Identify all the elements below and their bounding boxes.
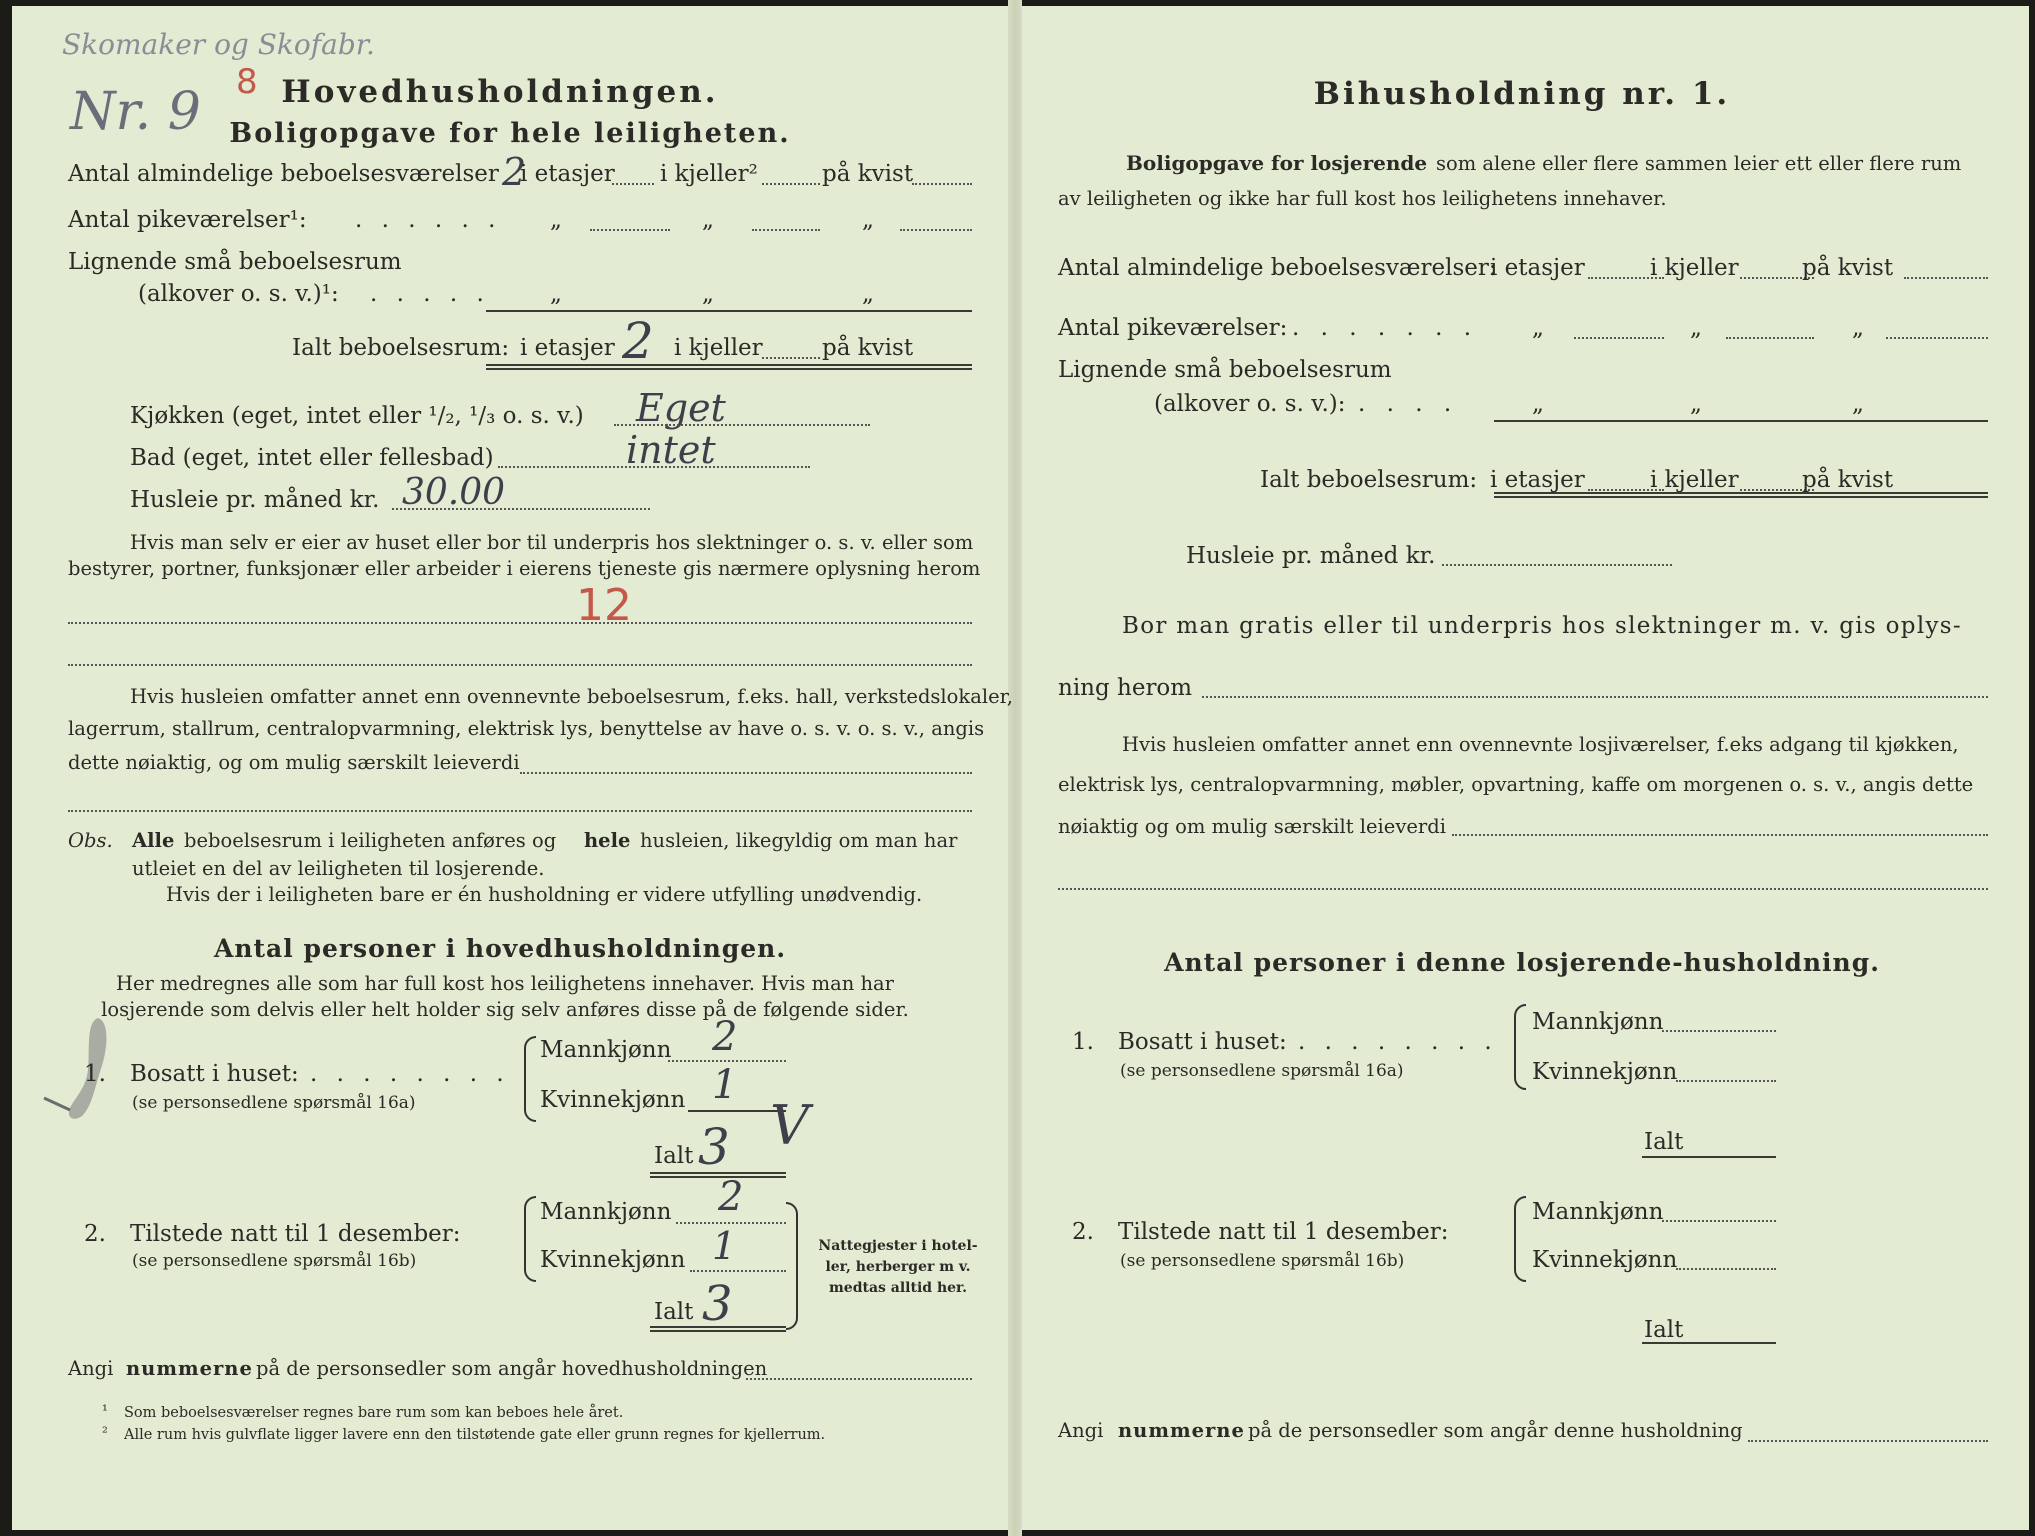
alcoves-sum-line [486,310,972,312]
lodger-q2-male-label: Mannkjønn [1532,1199,1664,1225]
lodger-rent-label: Husleie pr. måned kr. [1186,543,1436,569]
lodger-alcove-ditto-2: „ [1690,391,1702,417]
alcoves-dots: . . . . . [370,281,490,307]
lodger-title: Bihusholdning nr. 1. [1313,76,1731,112]
lodger-q1-number: 1. [1072,1029,1094,1055]
maid-rooms-label: Antal pikeværelser¹: [68,207,307,233]
total-double-line-2 [486,368,972,370]
owner-blank-1 [68,622,972,624]
obs-text-b: husleien, likegyldig om man har [640,829,958,852]
extras-text-line-3: dette nøiaktig, og om mulig særskilt leieverdi [68,751,520,774]
maid-ditto-1: „ [550,207,562,233]
q2-female-label: Kvinnekjønn [540,1247,686,1273]
lodger-maid-blank-2 [1726,337,1814,339]
maid-blank-2 [752,229,820,231]
floors-label: i etasjer [520,161,615,187]
lodger-free-text-line-1: Bor man gratis eller til underpris hos slektninger m. v. gis oplys- [1122,613,1962,639]
lodger-intro-line-2: av leiligheten og ikke har full kost hos leilighetens innehaver. [1058,187,1667,210]
maid-blank-1 [590,229,670,231]
lodger-numbers-label-b: nummerne [1118,1419,1245,1442]
lodger-intro-rest: som alene eller flere sammen leier ett eller flere rum [1436,152,1962,175]
lodger-ordinary-rooms-label: Antal almindelige beboelsesværelser: [1058,255,1497,281]
q2-subtext: (se personsedlene spørsmål 16b) [132,1251,417,1271]
lodger-extras-line-1: Hvis husleien omfatter annet enn ovennevnte losjiværelser, f.eks adgang til kjøkken, [1122,733,1959,756]
lodger-q1-male-blank [1662,1030,1776,1032]
q1-brace [524,1036,536,1122]
rent-label: Husleie pr. måned kr. [130,487,380,513]
lodger-floors-label: i etasjer [1490,255,1585,281]
footnote-1: Som beboelsesværelser regnes bare rum som kan beboes hele året. [124,1405,624,1421]
lodger-basement-label: i kjeller [1650,255,1739,281]
q1-total-value: 3 [698,1118,730,1176]
q1-total-label: Ialt [654,1143,694,1169]
lodger-extras-blank-2 [1058,888,1988,890]
attic-label: på kvist [822,161,914,187]
numbers-label-a: Angi [68,1357,114,1380]
lodger-attic-label: på kvist [1802,255,1894,281]
rent-value: 30.00 [402,472,506,513]
footnote-2-mark: ² [102,1425,108,1441]
lodger-total-floors-label: i etasjer [1490,467,1585,493]
lodger-numbers-label-c: på de personsedler som angår denne husholdning [1248,1419,1743,1442]
lodger-maid-blank-3 [1886,337,1988,339]
night-guests-note-line-2: ler, herberger m v. [825,1259,971,1275]
q2-total-value: 3 [702,1276,733,1332]
q1-female-value: 1 [712,1062,738,1108]
owner-blank-2 [68,664,972,666]
alcoves-label: (alkover o. s. v.)¹: [138,281,339,307]
total-rooms-label: Ialt beboelsesrum: [292,335,510,361]
lodger-maid-ditto-1: „ [1532,315,1544,341]
footnote-1-mark: ¹ [102,1403,108,1419]
handwritten-occupation-note: Skomaker og Skofabr. [62,28,375,61]
numbers-label-c: på de personsedler som angår hovedhusholdningen [256,1357,768,1380]
lodger-q1-total-label: Ialt [1644,1129,1684,1155]
lodger-extras-line-2: elektrisk lys, centralopvarmning, møbler, opvartning, kaffe om morgenen o. s. v., angis dette [1058,773,1974,796]
lodger-total-attic-label: på kvist [1802,467,1894,493]
lodger-free-blank [1202,696,1988,698]
lodger-q2-male-blank [1662,1220,1776,1222]
maid-ditto-3: „ [862,207,874,233]
check-mark: V [770,1094,809,1157]
q2-brace [524,1196,536,1282]
q2-total-line [650,1326,786,1328]
obs-text-line-3: Hvis der i leiligheten bare er én husholdning er videre utfylling unødvendig. [166,883,923,906]
lodger-total-basement-label: i kjeller [1650,467,1739,493]
extras-text-line-2: lagerrum, stallrum, centralopvarmning, elektrisk lys, benyttelse av have o. s. v. o. s. v., angis [68,717,985,740]
page-title: Hovedhusholdningen. [281,74,719,110]
alcove-ditto-1: „ [550,281,562,307]
lodger-numbers-blank [1748,1440,1988,1442]
lodger-q2-brace [1514,1196,1526,1282]
kitchen-label: Kjøkken (eget, intet eller ¹/₂, ¹/₃ o. s. v.) [130,403,584,429]
q1-subtext: (se personsedlene spørsmål 16a) [132,1093,416,1113]
lodger-free-text-line-2: ning herom [1058,675,1193,701]
lodger-q1-brace [1514,1004,1526,1090]
total-double-line [486,364,972,366]
q2-total-line-2 [650,1330,786,1332]
night-guests-note-line-3: medtas alltid her. [828,1280,967,1296]
lodger-maid-dots: . . . . . . . [1292,315,1479,341]
handwritten-red-number: 8 [236,62,258,102]
lodger-alcoves-sum-line [1494,420,1988,422]
q1-male-label: Mannkjønn [540,1037,672,1063]
q1-label: Bosatt i huset: [130,1061,299,1087]
obs-label: Obs. [68,829,113,852]
page-gutter [1008,0,1022,1536]
total-rooms-value: 2 [622,312,654,370]
lodger-q1-female-label: Kvinnekjønn [1532,1059,1678,1085]
q2-label: Tilstede natt til 1 desember: [130,1221,461,1247]
lodger-q2-total-line [1642,1342,1776,1344]
lodger-maid-blank-1 [1574,337,1664,339]
lodger-q2-number: 2. [1072,1219,1094,1245]
lodger-household-page [1022,0,2035,1536]
lodger-alcove-ditto-3: „ [1852,391,1864,417]
q2-female-value: 1 [712,1224,737,1268]
lodger-q2-female-blank [1676,1268,1776,1270]
lodger-extras-line-3: nøiaktig og om mulig særskilt leieverdi [1058,815,1446,838]
floors-blank [612,183,654,185]
lodger-q1-female-blank [1676,1080,1776,1082]
maid-ditto-2: „ [702,207,714,233]
lodger-q2-subtext: (se personsedlene spørsmål 16b) [1120,1251,1405,1271]
ordinary-rooms-value: 2 [502,150,527,194]
kitchen-blank [614,424,870,426]
alcove-ditto-2: „ [702,281,714,307]
lodger-persons-heading: Antal personer i denne losjerende-husholdning. [1164,948,1880,977]
red-mark-12: 12 [576,580,632,631]
total-attic-label: på kvist [822,335,914,361]
maid-rooms-dots: . . . . . . [355,207,502,233]
lodger-extras-blank-1 [1452,834,1988,836]
lodger-q1-dots: . . . . . . . . [1298,1029,1498,1055]
q2-female-blank [690,1270,786,1272]
lodger-intro-bold: Boligopgave for losjerende [1126,151,1428,175]
lodger-small-rooms-label: Lignende små beboelsesrum [1058,357,1392,383]
night-guests-brace [786,1202,798,1330]
alcove-ditto-3: „ [862,281,874,307]
night-guests-note [804,1236,992,1299]
kitchen-value: Eget [636,386,726,430]
persons-heading: Antal personer i hovedhusholdningen. [213,934,787,963]
lodger-q1-label: Bosatt i huset: [1118,1029,1287,1055]
lodger-alcoves-dots: . . . . [1358,391,1459,417]
numbers-blank [746,1378,972,1380]
lodger-q2-total-label: Ialt [1644,1317,1684,1343]
rent-blank [392,508,650,510]
lodger-alcove-ditto-1: „ [1532,391,1544,417]
owner-text-line-2: bestyrer, portner, funksjonær eller arbeider i eierens tjeneste gis nærmere oplysning herom [68,557,981,580]
bath-value: intet [626,428,716,472]
q2-total-label: Ialt [654,1299,694,1325]
lodger-total-line-2 [1494,496,1988,498]
lodger-q2-label: Tilstede natt til 1 desember: [1118,1219,1449,1245]
page-subtitle: Boligopgave for hele leiligheten. [229,118,791,149]
lodger-total-rooms-label: Ialt beboelsesrum: [1260,467,1478,493]
basement-blank [762,183,820,185]
q2-male-label: Mannkjønn [540,1199,672,1225]
lodger-rent-blank [1442,564,1672,566]
extras-text-line-1: Hvis husleien omfatter annet enn ovennevnte beboelsesrum, f.eks. hall, verkstedslokaler, [130,685,1014,708]
lodger-maid-ditto-2: „ [1690,315,1702,341]
q1-dots: . . . . . . . . [310,1061,510,1087]
lodger-numbers-label-a: Angi [1058,1419,1104,1442]
q1-number: 1. [84,1061,106,1087]
total-basement-label: i kjeller [674,335,763,361]
owner-text-line-1: Hvis man selv er eier av huset eller bor til underpris hos slektninger o. s. v. eller som [130,531,974,554]
bath-blank [498,466,810,468]
extras-blank-1 [520,772,972,774]
bath-label: Bad (eget, intet eller fellesbad) [130,445,494,471]
lodger-alcoves-label: (alkover o. s. v.): [1154,391,1346,417]
q2-number: 2. [84,1221,106,1247]
q2-male-value: 2 [718,1174,744,1220]
lodger-maid-ditto-3: „ [1852,315,1864,341]
attic-blank [912,183,972,185]
q1-male-value: 2 [712,1014,738,1060]
lodger-q1-male-label: Mannkjønn [1532,1009,1664,1035]
obs-text-a: beboelsesrum i leiligheten anføres og [184,829,557,852]
basement-label: i kjeller² [660,161,758,187]
total-basement-blank [762,357,820,359]
obs-text-line-2: utleiet en del av leiligheten til losjerende. [132,857,545,880]
footnote-2: Alle rum hvis gulvflate ligger lavere enn den tilstøtende gate eller grunn regnes for kjellerrum. [124,1427,826,1443]
lodger-attic-blank [1904,277,1988,279]
lodger-q1-total-line [1642,1156,1776,1158]
lodger-maid-rooms-label: Antal pikeværelser: [1058,315,1288,341]
lodger-q2-female-label: Kvinnekjønn [1532,1247,1678,1273]
persons-intro-line-1: Her medregnes alle som har full kost hos leilighetens innehaver. Hvis man har [115,972,895,995]
obs-all: Alle [132,829,175,852]
ordinary-rooms-label: Antal almindelige beboelsesværelser [68,161,499,187]
numbers-label-b: nummerne [126,1357,253,1380]
persons-intro-line-2: losjerende som delvis eller helt holder sig selv anføres disse på de følgende sider. [101,998,909,1021]
small-rooms-label: Lignende små beboelsesrum [68,249,402,275]
night-guests-note-line-1: Nattegjester i hotel- [818,1238,978,1254]
handwritten-number: Nr. 9 [70,82,201,142]
obs-whole: hele [584,829,631,852]
q1-female-label: Kvinnekjønn [540,1087,686,1113]
maid-blank-3 [900,229,972,231]
total-floors-label: i etasjer [520,335,615,361]
main-household-page [0,0,1014,1536]
lodger-q1-subtext: (se personsedlene spørsmål 16a) [1120,1061,1404,1081]
extras-blank-2 [68,810,972,812]
lodger-total-line [1494,492,1988,494]
